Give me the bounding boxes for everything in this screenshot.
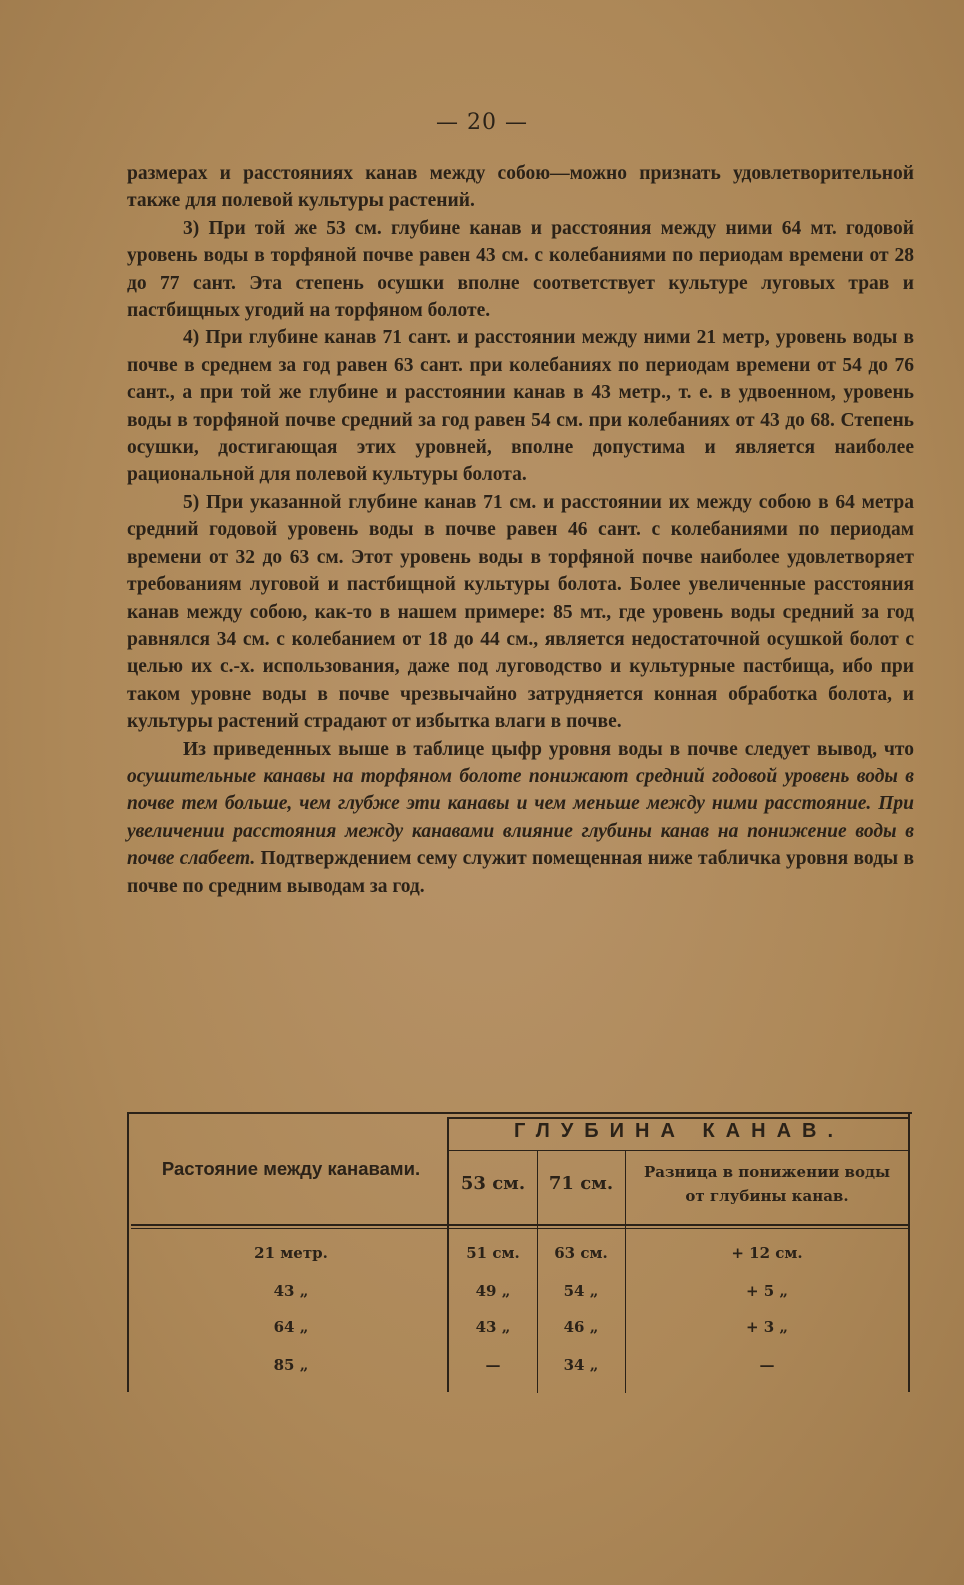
table-cell: 49 „ bbox=[475, 1282, 511, 1300]
table-cell: + 12 см. bbox=[731, 1244, 803, 1262]
paragraph bbox=[127, 489, 914, 736]
table-cell: + 5 „ bbox=[745, 1282, 789, 1300]
table-cell: + 3 „ bbox=[745, 1318, 789, 1336]
page-number: — 20 — bbox=[436, 110, 528, 135]
table-cell: 21 метр. bbox=[254, 1244, 328, 1262]
body-text bbox=[127, 160, 914, 900]
table-cell: — bbox=[485, 1356, 501, 1374]
paragraph bbox=[127, 736, 914, 900]
table-cell: 64 „ bbox=[273, 1318, 309, 1336]
paragraph-text: 4) При глубине канав 71 сант. и расстоянии между ними 21 метр, уровень воды в почве в среднем за год равен 63 сант. при колебаниях по периодам времени от 54 до 76 сант., а при той же глубине и расстоянии канав в 43 метр., т. е. в удвоенном, уровень воды в торфяной почве средний за год равен 54 см. при колебаниях от 43 до 68. Степень осушки, достигающая этих уровней, вполне допустима и является наиболее рациональной для полевой культуры болота. bbox=[127, 327, 914, 486]
paragraph-text: 5) При указанной глубине канав 71 см. и расстоянии их между собою в 64 метра средний годовой уровень воды в почве равен 46 сант. с колебаниями по периодам времени от 32 до 63 см. Этот уровень воды в торфяной почве наиболее удовлетворяет требованиям луговой и пастбищной культуры болота. Более увеличенные расстояния канав между собою, как-то в нашем примере: 85 мт., где уровень воды средний за год равнялся 34 см. с колебанием от 18 до 44 см., является недостаточной осушкой болот с целью их с.-х. использования, даже под луговодство и культурные пастбища, ибо при таком уровне воды в почве чрезвычайно затрудняется конная обработка болота, и культуры растений страдают от избытка влаги в почве. bbox=[127, 491, 914, 733]
paragraph bbox=[127, 215, 914, 325]
table-cell: 63 см. bbox=[554, 1244, 608, 1262]
paragraph bbox=[127, 324, 914, 488]
table-cell: 34 „ bbox=[563, 1356, 599, 1374]
paragraph-text: размерах и расстояниях канав между собою—можно признать удовлетворительной также для полевой культуры растений. bbox=[127, 163, 914, 212]
header-71: 71 см. bbox=[548, 1173, 614, 1194]
table-cell: 51 см. bbox=[466, 1244, 520, 1262]
paragraph-text: 3) При той же 53 см. глубине канав и расстояния между ними 64 мт. годовой уровень воды в торфяной почве равен 43 см. с колебаниями по периодам времени от 28 до 77 сант. Эта степень осушки вполне соответствует культуре луговых трав и пастбищных угодий на торфяном болоте. bbox=[127, 217, 914, 322]
table-cell: 54 „ bbox=[563, 1282, 599, 1300]
paragraph bbox=[127, 160, 914, 215]
header-difference: Разница в понижении воды от глубины канав. bbox=[643, 1163, 891, 1205]
header-distance: Растояние между канавами. bbox=[161, 1158, 421, 1179]
emphasized-text: осушительные канавы на торфяном болоте понижают средний годовой уровень воды в почве тем больше, чем глубже эти канавы и чем меньше между ними расстояние. При увеличении расстояния между канавами влияние глубины канав на понижение воды в почве слабеет. bbox=[127, 765, 914, 870]
table-cell: 43 „ bbox=[475, 1318, 511, 1336]
table-cell: — bbox=[759, 1356, 775, 1374]
paragraph-text: Из приведенных выше в таблице цыфр уровня воды в почве следует вывод, что bbox=[183, 738, 914, 760]
header-depth: ГЛУБИНА КАНАВ. bbox=[513, 1120, 845, 1142]
water-level-table bbox=[127, 1120, 912, 1410]
table-cell: 46 „ bbox=[563, 1318, 599, 1336]
paragraph-text: Подтверждением сему служит помещенная ниже табличка уровня воды в почве по средним выводам за год. bbox=[127, 848, 914, 897]
table-cell: 85 „ bbox=[273, 1356, 309, 1374]
header-53: 53 см. bbox=[460, 1173, 526, 1194]
table-cell: 43 „ bbox=[273, 1282, 309, 1300]
